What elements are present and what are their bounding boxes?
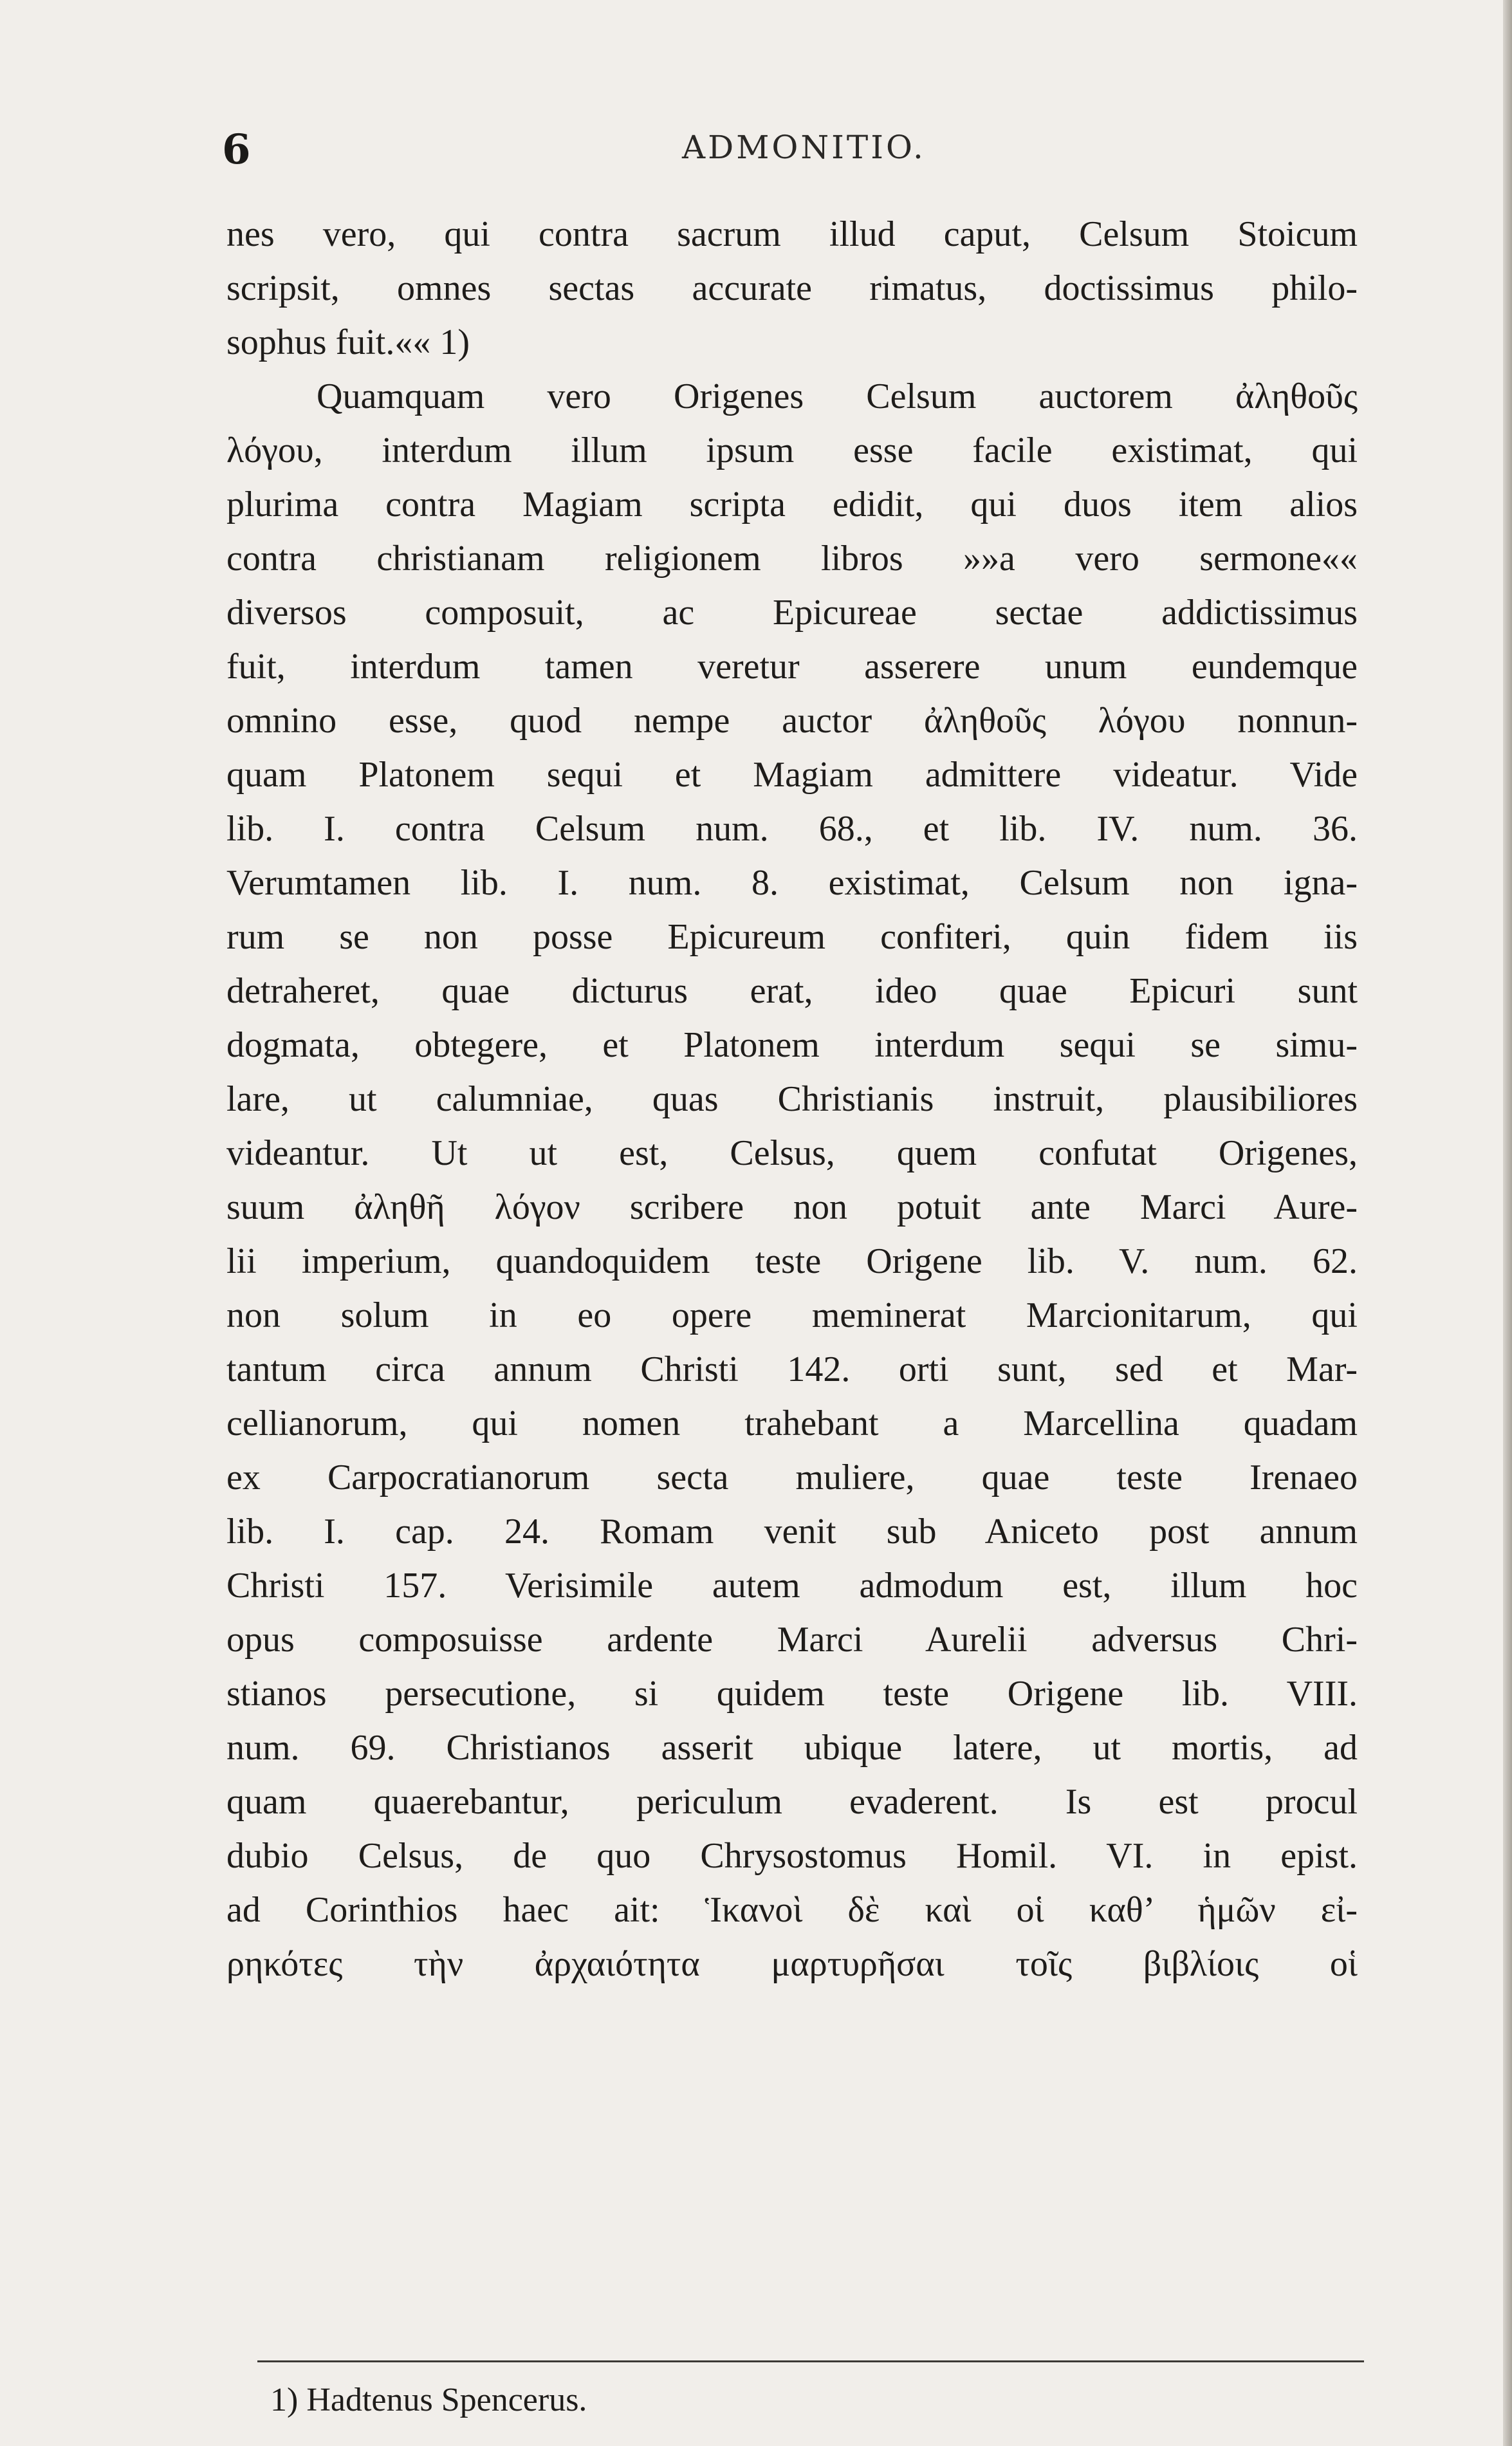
text-line: contra christianam religionem libros »»a vero sermone«« [226, 539, 1358, 579]
text-line: ρηκότες τὴν ἀρχαιότητα μαρτυρῆσαι τοῖς βιβλίοις οἱ [226, 1944, 1358, 1984]
text-line: Quamquam vero Origenes Celsum auctorem ἀληθοῦς [317, 376, 1358, 416]
text-line: ex Carpocratianorum secta muliere, quae teste Irenaeo [226, 1458, 1358, 1497]
text-line: dogmata, obtegere, et Platonem interdum sequi se simu- [226, 1025, 1358, 1065]
text-line: lib. I. contra Celsum num. 68., et lib. IV. num. 36. [226, 809, 1358, 849]
text-line: suum ἀληθῆ λόγον scribere non potuit ante Marci Aure- [226, 1187, 1358, 1227]
text-line: lii imperium, quandoquidem teste Origene lib. V. num. 62. [226, 1241, 1358, 1281]
text-line: quam Platonem sequi et Magiam admittere videatur. Vide [226, 755, 1358, 795]
text-line: sophus fuit.«« 1) [226, 322, 470, 362]
page-edge [1503, 0, 1512, 2446]
text-line: lare, ut calumniae, quas Christianis instruit, plausibiliores [226, 1079, 1358, 1119]
text-line: ad Corinthios haec ait: Ἱκανοὶ δὲ καὶ οἱ καθ’ ἡμῶν εἰ- [226, 1890, 1358, 1930]
text-line: fuit, interdum tamen veretur asserere unum eundemque [226, 647, 1358, 687]
text-line: nes vero, qui contra sacrum illud caput, Celsum Stoicum [226, 214, 1358, 254]
text-line: quam quaerebantur, periculum evaderent. Is est procul [226, 1782, 1358, 1822]
footnote-rule [257, 2360, 1364, 2362]
page-number: 6 [222, 125, 251, 174]
text-line: Verumtamen lib. I. num. 8. existimat, Celsum non igna- [226, 863, 1358, 903]
text-line: detraheret, quae dicturus erat, ideo quae Epicuri sunt [226, 971, 1358, 1011]
text-line: stianos persecutione, si quidem teste Origene lib. VIII. [226, 1674, 1358, 1714]
text-line: Christi 157. Verisimile autem admodum est, illum hoc [226, 1566, 1358, 1606]
text-line: diversos composuit, ac Epicureae sectae addictissimus [226, 593, 1358, 633]
body-text [226, 207, 1358, 1991]
text-line: λόγου, interdum illum ipsum esse facile existimat, qui [226, 431, 1358, 470]
text-line: lib. I. cap. 24. Romam venit sub Aniceto post annum [226, 1512, 1358, 1552]
text-line: omnino esse, quod nempe auctor ἀληθοῦς λόγου nonnun- [226, 701, 1358, 741]
text-line: non solum in eo opere meminerat Marcionitarum, qui [226, 1295, 1358, 1335]
text-line: videantur. Ut ut est, Celsus, quem confutat Origenes, [226, 1133, 1358, 1173]
text-line: rum se non posse Epicureum confiteri, quin fidem iis [226, 917, 1358, 957]
text-line: tantum circa annum Christi 142. orti sunt, sed et Mar- [226, 1349, 1358, 1389]
text-line: num. 69. Christianos asserit ubique latere, ut mortis, ad [226, 1728, 1358, 1768]
text-line: opus composuisse ardente Marci Aurelii adversus Chri- [226, 1620, 1358, 1660]
text-line: plurima contra Magiam scripta edidit, qui duos item alios [226, 485, 1358, 524]
text-line: scripsit, omnes sectas accurate rimatus, doctissimus philo- [226, 268, 1358, 308]
text-line: cellianorum, qui nomen trahebant a Marcellina quadam [226, 1404, 1358, 1443]
running-head: ADMONITIO. [682, 129, 926, 166]
footnote: 1) Hadtenus Spencerus. [270, 2382, 587, 2418]
text-line: dubio Celsus, de quo Chrysostomus Homil. VI. in epist. [226, 1836, 1358, 1876]
